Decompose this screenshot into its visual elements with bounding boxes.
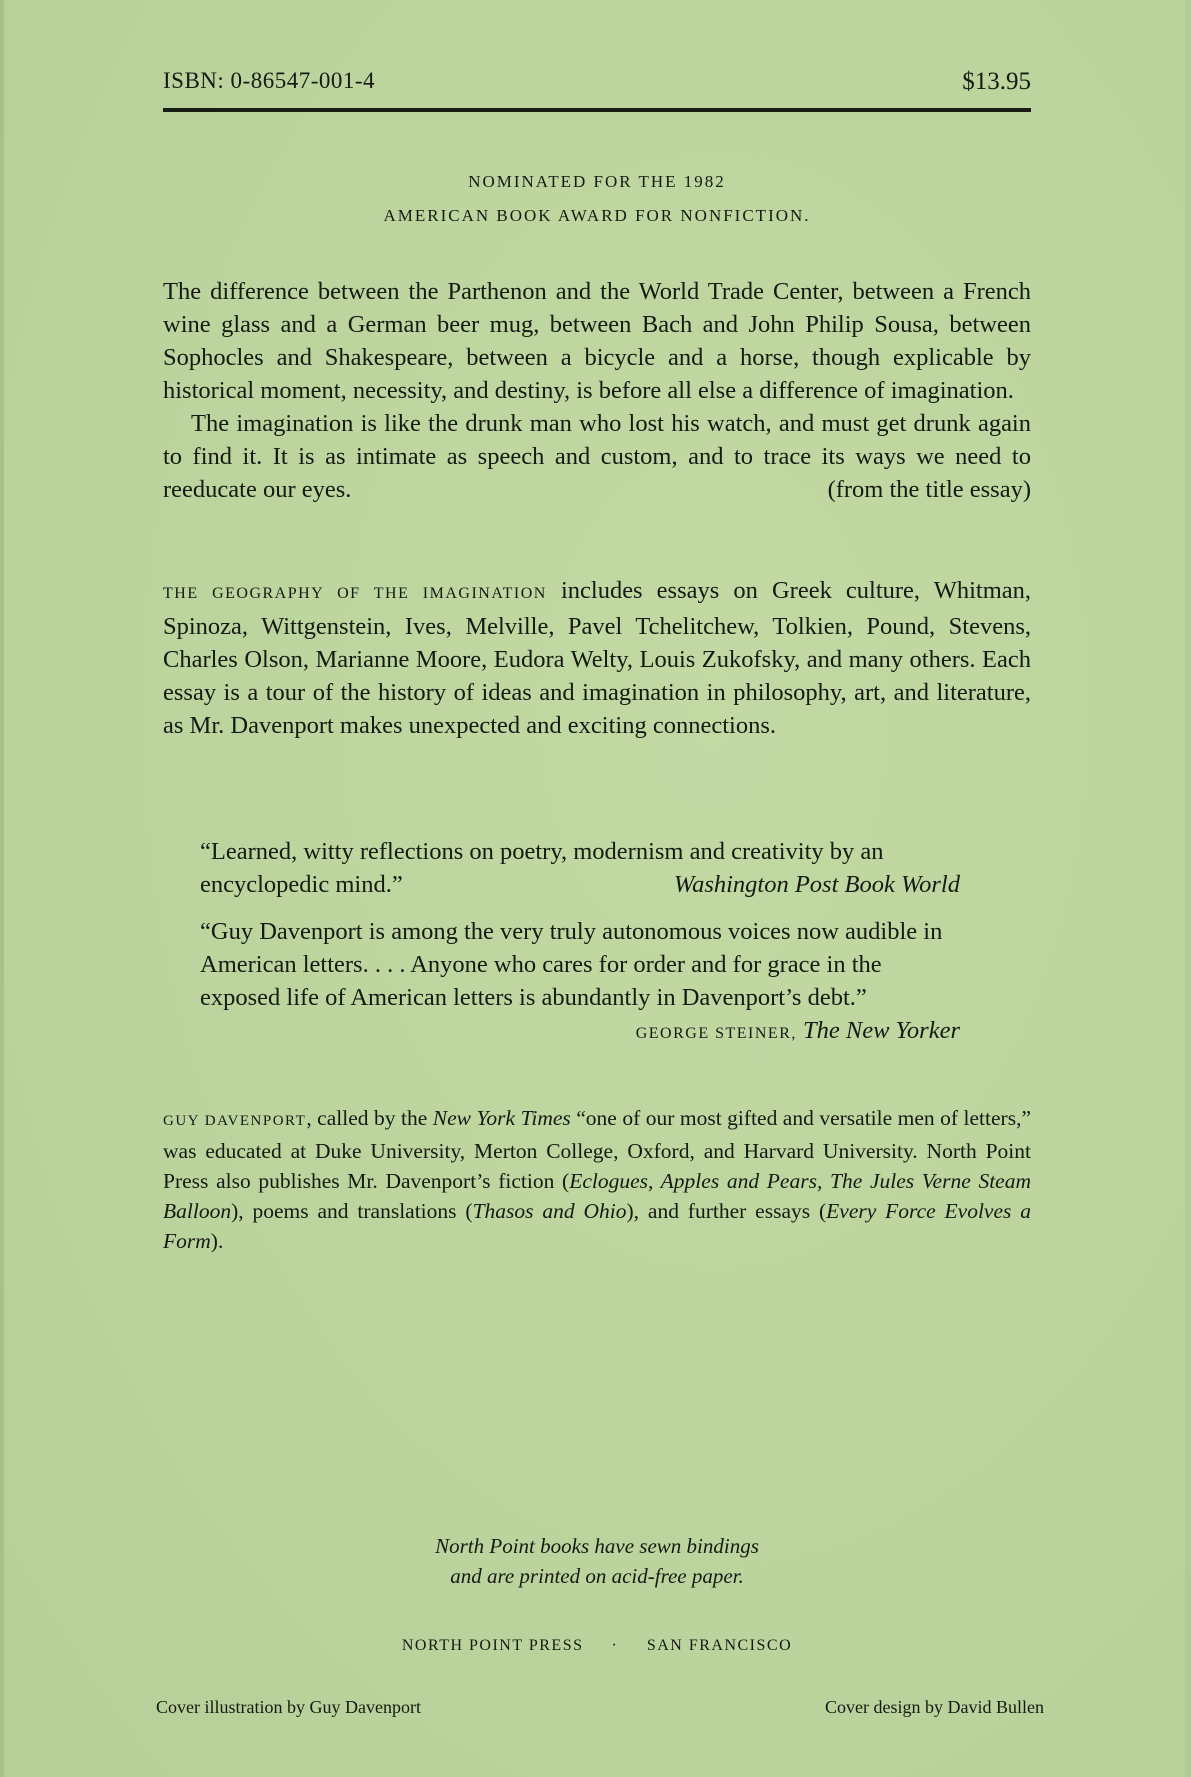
publisher-city: SAN FRANCISCO	[646, 1637, 793, 1654]
bio-fiction-titles: Eclogues, Apples and Pears, The Jules Verne Steam Balloon	[163, 1169, 1031, 1223]
author-bio	[163, 1103, 1031, 1256]
blurb-2	[200, 915, 960, 1050]
bio-text-1: , called by the	[306, 1106, 433, 1130]
blurb-2-quote: “Guy Davenport is among the very truly autonomous voices now audible in American letters. . . . Anyone who cares for order and for grace in the exposed life of American letters is abundantly in Davenport’s debt.”	[200, 918, 943, 1011]
award-line-2: AMERICAN BOOK AWARD FOR NONFICTION.	[383, 206, 811, 225]
bio-text-2: “one of our most gifted and versatile men of letters,” was educated at Duke University, Merton College, Oxford, and Harvard University. North Point Press also publishes Mr. Davenport’s fiction (	[163, 1106, 1031, 1193]
excerpt-paragraph-2	[163, 407, 1031, 506]
blurb-2-source	[636, 1014, 960, 1050]
isbn-text: ISBN: 0-86547-001-4	[163, 68, 376, 93]
book-description	[163, 574, 1031, 742]
bio-poems-title: Thasos and Ohio	[472, 1199, 627, 1223]
publisher-line	[163, 1637, 1031, 1655]
publisher-name: NORTH POINT PRESS	[401, 1637, 584, 1654]
blurbs	[200, 835, 960, 1064]
binding-note-line-2: and are printed on acid-free paper.	[450, 1564, 744, 1588]
author-name-smallcaps: GUY DAVENPORT	[163, 1113, 307, 1129]
bio-text-3: ), poems and translations (	[231, 1199, 473, 1223]
blurb-1	[200, 835, 960, 901]
header-rule	[163, 108, 1031, 112]
bio-essays-title: Every Force Evolves a Form	[163, 1199, 1032, 1253]
cover-header	[163, 60, 1031, 110]
award-notice	[163, 165, 1031, 233]
binding-note-line-1: North Point books have sewn bindings	[435, 1534, 759, 1558]
excerpt-paragraph-1: The difference between the Parthenon and the World Trade Center, between a French wine glass and a German beer mug, between Bach and John Philip Sousa, between Sophocles and Shakespeare, between a bicycle and a horse, though explicable by historical moment, necessity, and destiny, is before all else a difference of imagination.	[163, 278, 1031, 404]
bio-text-5: ).	[210, 1229, 224, 1253]
excerpt-paragraph-2-text: The imagination is like the drunk man who lost his watch, and must get drunk again to find it. It is as intimate as speech and custom, and to trace its ways we need to reeducate our eyes.	[163, 410, 1031, 503]
blurb-1-source: Washington Post Book World	[673, 871, 960, 898]
publisher-separator: ·	[611, 1637, 619, 1654]
cover-edge-left	[0, 0, 4, 1777]
cover-edge-right	[1185, 0, 1191, 1777]
blurb-2-source-pub: The New Yorker	[802, 1017, 960, 1044]
blurb-1-quote: “Learned, witty reflections on poetry, modernism and creativity by an encyclopedic mind.”	[200, 838, 884, 898]
award-line-1: NOMINATED FOR THE 1982	[468, 172, 726, 191]
illustration-credit: Cover illustration by Guy Davenport	[156, 1697, 421, 1717]
design-credit: Cover design by David Bullen	[825, 1697, 1044, 1717]
blurb-2-source-name: GEORGE STEINER,	[635, 1025, 797, 1042]
description-text: includes essays on Greek culture, Whitman, Spinoza, Wittgenstein, Ives, Melville, Pavel Tchelitchew, Tolkien, Pound, Stevens, Charles Olson, Marianne Moore, Eudora Welty, Louis Zukofsky, and many others. Each essay is a tour of the history of ideas and imagination in philosophy, art, and literature, as Mr. Davenport makes unexpected and exciting connections.	[163, 577, 1031, 739]
bio-nyt: New York Times	[432, 1106, 571, 1130]
price-text: $13.95	[962, 68, 1031, 95]
bio-text-4: ), and further essays (	[626, 1199, 827, 1223]
binding-note	[163, 1531, 1031, 1591]
book-title-smallcaps: THE GEOGRAPHY OF THE IMAGINATION	[163, 585, 547, 602]
excerpt-attribution: (from the title essay)	[827, 476, 1031, 503]
excerpt	[163, 275, 1031, 506]
